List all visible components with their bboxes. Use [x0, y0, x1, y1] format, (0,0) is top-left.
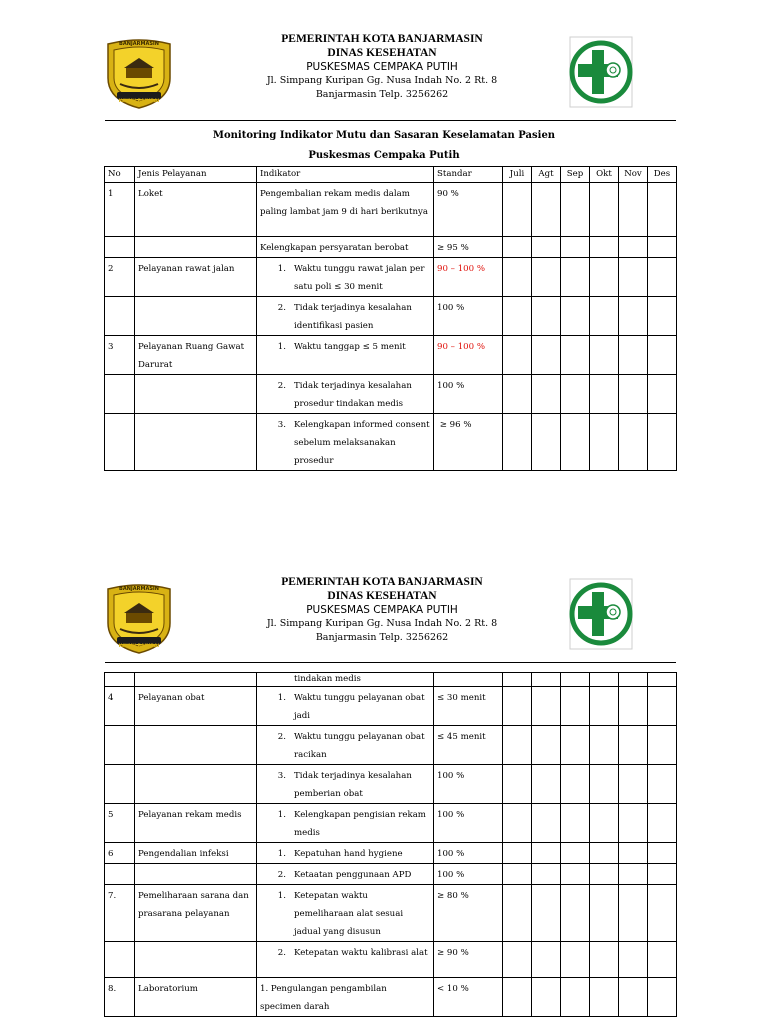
numbered-indicator	[260, 377, 430, 413]
numbered-indicator	[260, 845, 430, 863]
item-number: 1.	[277, 264, 286, 274]
cell-jenis: Laboratorium	[135, 978, 257, 1017]
cell-indikator: Kelengkapan pengisian rekam medis	[294, 810, 426, 838]
header-standar: Standar	[434, 167, 503, 183]
cell-standar: 100 %	[434, 843, 503, 864]
cell-indikator: Waktu tunggu pelayanan obat racikan	[294, 732, 425, 760]
cell-indikator: tindakan medis	[294, 674, 361, 684]
table-row	[105, 258, 677, 297]
item-number: 1.	[277, 810, 286, 820]
phone: Banjarmasin Telp. 3256262	[315, 89, 449, 100]
item-number: 2.	[277, 948, 286, 958]
cell-indikator: Tidak terjadinya kesalahan prosedur tindakan medis	[294, 381, 412, 409]
page-1	[0, 0, 768, 475]
header-indikator: Indikator	[257, 167, 434, 183]
cell-no: 7.	[105, 885, 135, 942]
puskesmas-logo-icon	[569, 36, 633, 108]
header-sep: Sep	[561, 167, 590, 183]
cell-standar: 100 %	[434, 804, 503, 843]
table-row	[105, 864, 677, 885]
item-number: 2.	[277, 870, 286, 880]
item-number: 2.	[277, 303, 286, 313]
cell-standar: ≥ 95 %	[434, 237, 503, 258]
cell-indikator: Kelengkapan informed consent sebelum melaksanakan prosedur	[294, 420, 430, 466]
cell-standar: < 10 %	[434, 978, 503, 1017]
header-nov: Nov	[619, 167, 648, 183]
table-header-row	[105, 167, 677, 183]
cell-indikator: Tidak terjadinya kesalahan pemberian obat	[294, 771, 412, 799]
numbered-indicator	[260, 887, 430, 941]
cell-jenis: Loket	[135, 183, 257, 237]
cell-standar: 100 %	[434, 375, 503, 414]
cell-indikator: Kelengkapan persyaratan berobat	[257, 237, 434, 258]
item-number: 3.	[277, 771, 286, 781]
phone: Banjarmasin Telp. 3256262	[315, 632, 449, 643]
cell-standar: ≤ 45 menit	[434, 726, 503, 765]
item-number: 1.	[277, 693, 286, 703]
table-row	[105, 237, 677, 258]
table-row	[105, 804, 677, 843]
letterhead-divider	[105, 120, 676, 121]
table-row	[105, 978, 677, 1017]
cell-jenis: Pemeliharaan sarana dan prasarana pelayanan	[135, 885, 257, 942]
header-agt: Agt	[532, 167, 561, 183]
item-number: 1.	[277, 849, 286, 859]
cell-indikator: 1. Pengulangan pengambilan specimen darah	[257, 978, 434, 1017]
cell-standar: ≥ 90 %	[434, 942, 503, 978]
item-number: 2.	[277, 381, 286, 391]
item-number: 2.	[277, 732, 286, 742]
item-number: 1.	[277, 342, 286, 352]
numbered-indicator	[260, 767, 430, 803]
cell-standar: ≥ 96 %	[434, 414, 503, 471]
doc-title: Monitoring Indikator Mutu dan Sasaran Keselamatan Pasien	[212, 130, 556, 141]
header-juli: Juli	[503, 167, 532, 183]
table-row	[105, 942, 677, 978]
doc-subtitle: Puskesmas Cempaka Putih	[308, 150, 460, 161]
cell-indikator: Tidak terjadinya kesalahan identifikasi pasien	[294, 303, 412, 331]
numbered-indicator	[260, 866, 430, 884]
letterhead	[172, 575, 592, 645]
table-row	[105, 414, 677, 471]
cell-jenis: Pelayanan rekam medis	[135, 804, 257, 843]
cell-indikator: Ketaatan penggunaan APD	[294, 870, 412, 880]
monitoring-table-1	[104, 166, 677, 471]
table-row	[105, 765, 677, 804]
cell-no: 5	[105, 804, 135, 843]
cell-no: 3	[105, 336, 135, 375]
numbered-indicator	[260, 806, 430, 842]
table-row	[105, 375, 677, 414]
numbered-indicator	[260, 944, 430, 962]
cell-standar: 100 %	[434, 297, 503, 336]
table-row	[105, 336, 677, 375]
item-number: 1.	[277, 891, 286, 901]
clinic-name: PUSKESMAS CEMPAKA PUTIH	[306, 604, 458, 616]
table-row	[105, 726, 677, 765]
numbered-indicator	[260, 338, 430, 356]
cell-indikator: Waktu tunggu rawat jalan per satu poli ≤ 30 menit	[294, 264, 425, 292]
cell-standar: 100 %	[434, 864, 503, 885]
emblem-top-text: BANJARMASIN	[119, 586, 159, 592]
table-row	[105, 687, 677, 726]
cell-standar: 90 %	[434, 183, 503, 237]
cell-no: 2	[105, 258, 135, 297]
cell-jenis: Pelayanan Ruang Gawat Darurat	[135, 336, 257, 375]
header-des: Des	[648, 167, 677, 183]
letterhead	[172, 32, 592, 102]
gov-name: PEMERINTAH KOTA BANJARMASIN	[281, 576, 483, 588]
table-row	[105, 297, 677, 336]
cell-standar: ≥ 80 %	[434, 885, 503, 942]
header-okt: Okt	[590, 167, 619, 183]
header-jenis: Jenis Pelayanan	[135, 167, 257, 183]
cell-no: 1	[105, 183, 135, 237]
cell-jenis: Pengendalian infeksi	[135, 843, 257, 864]
cell-standar: ≤ 30 menit	[434, 687, 503, 726]
header-no: No	[105, 167, 135, 183]
table-row	[105, 885, 677, 942]
emblem-top-text: BANJARMASIN	[119, 41, 159, 47]
puskesmas-logo-icon	[569, 578, 633, 650]
cell-standar: 100 %	[434, 765, 503, 804]
dept-name: DINAS KESEHATAN	[327, 47, 437, 59]
cell-no: 8.	[105, 978, 135, 1017]
cell-jenis: Pelayanan obat	[135, 687, 257, 726]
numbered-indicator	[260, 416, 430, 470]
cell-indikator: Waktu tanggap ≤ 5 menit	[294, 342, 406, 352]
numbered-indicator	[260, 260, 430, 296]
cell-indikator: Pengembalian rekam medis dalam paling lambat jam 9 di hari berikutnya	[257, 183, 434, 237]
gov-name: PEMERINTAH KOTA BANJARMASIN	[281, 33, 483, 45]
table-row	[105, 673, 677, 687]
address: Jl. Simpang Kuripan Gg. Nusa Indah No. 2 Rt. 8	[266, 618, 498, 629]
cell-indikator: Waktu tunggu pelayanan obat jadi	[294, 693, 425, 721]
emblem-bottom-text: KAYUH BAIMBAI	[118, 99, 160, 104]
letterhead-divider	[105, 662, 676, 663]
dept-name: DINAS KESEHATAN	[327, 590, 437, 602]
numbered-indicator	[260, 689, 430, 725]
cell-indikator: Ketepatan waktu kalibrasi alat	[294, 948, 428, 958]
page-2	[0, 545, 768, 1024]
monitoring-table-2	[104, 672, 677, 1017]
cell-indikator: Ketepatan waktu pemeliharaan alat sesuai jadual yang disusun	[294, 891, 404, 937]
cell-standar: 90 – 100 %	[434, 258, 503, 297]
numbered-indicator	[260, 673, 430, 685]
address: Jl. Simpang Kuripan Gg. Nusa Indah No. 2 Rt. 8	[266, 75, 498, 86]
cell-standar: 90 – 100 %	[434, 336, 503, 375]
emblem-bottom-text: KAYUH BAIMBAI	[118, 644, 160, 649]
cell-no: 4	[105, 687, 135, 726]
table-row	[105, 183, 677, 237]
numbered-indicator	[260, 299, 430, 335]
item-number: 3.	[277, 420, 286, 430]
cell-jenis: Pelayanan rawat jalan	[135, 258, 257, 297]
table-row	[105, 843, 677, 864]
numbered-indicator	[260, 728, 430, 764]
clinic-name: PUSKESMAS CEMPAKA PUTIH	[306, 61, 458, 73]
cell-no: 6	[105, 843, 135, 864]
cell-indikator: Kepatuhan hand hygiene	[294, 849, 403, 859]
